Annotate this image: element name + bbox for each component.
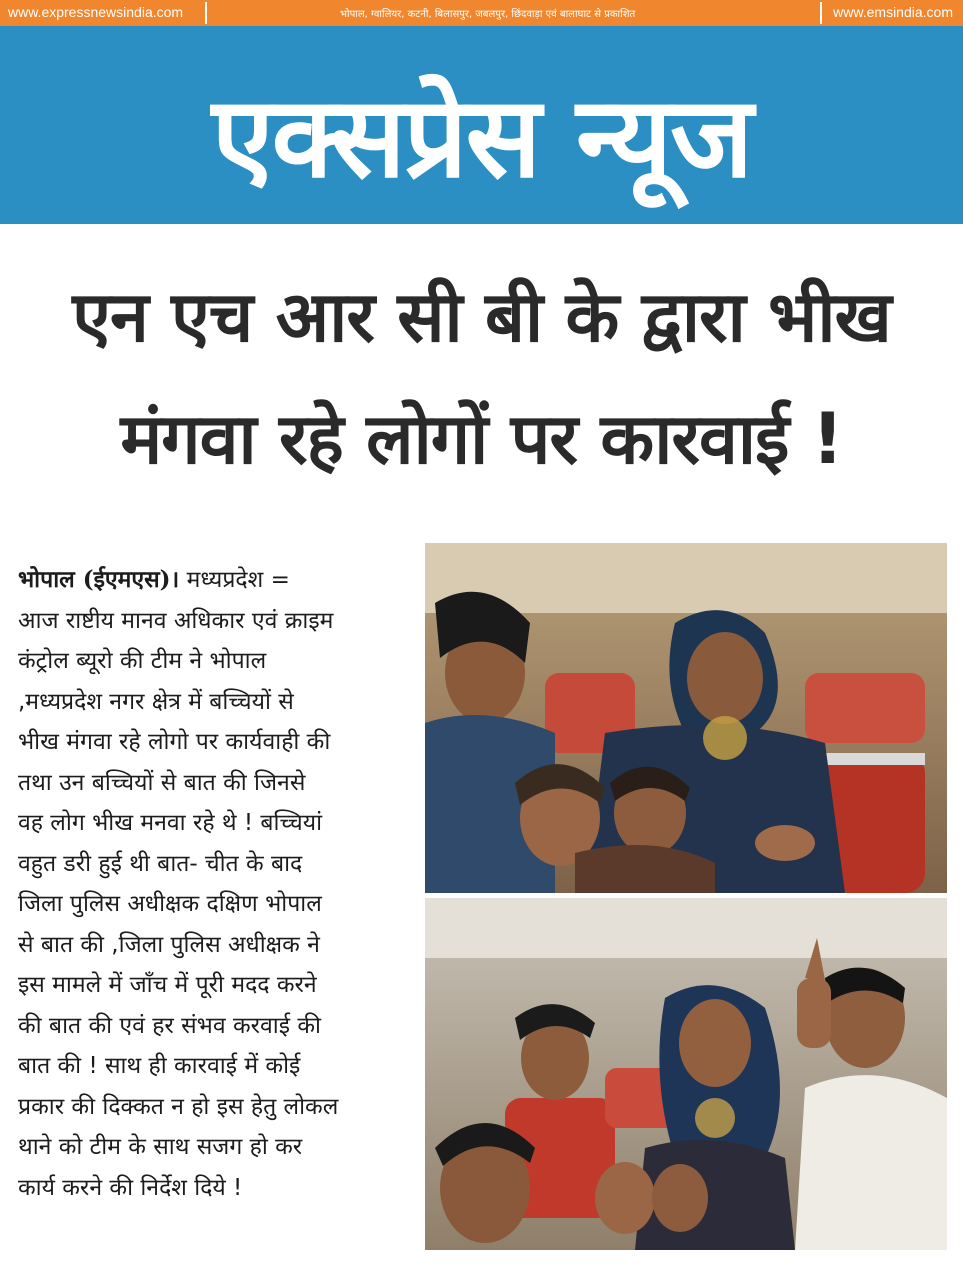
masthead [0, 26, 963, 224]
article-line: आज राष्टीय मानव अधिकार एवं क्राइम [18, 607, 334, 634]
article-line: प्रकार की दिक्कत न हो इस हेतु लोकल [18, 1093, 339, 1120]
article-line: कंट्रोल ब्यूरो की टीम ने भोपाल [18, 648, 267, 674]
article-line: बात की ! साथ ही कारवाई में कोई [18, 1053, 301, 1079]
article-line [18, 560, 402, 601]
dateline: भोपाल (ईएमएस)। [18, 566, 180, 593]
article-line: वहुत डरी हुई थी बात- चीत के बाद [18, 850, 303, 877]
website-url-right[interactable]: www.emsindia.com [833, 4, 953, 20]
news-photo-2 [425, 898, 947, 1250]
top-bar [0, 0, 963, 26]
article-line: वह लोग भीख मनवा रहे थे ! बच्चियां [18, 810, 323, 836]
photo-bus-officer-woman-icon [425, 898, 947, 1250]
article-body [18, 560, 402, 1208]
article-line-text: मध्यप्रदेश = [179, 567, 290, 593]
article-line: इस मामले में जाँच में पूरी मदद करने [18, 972, 317, 998]
article-line: कार्य करने की निर्देश दिये ! [18, 1174, 243, 1201]
topbar-divider [205, 2, 207, 24]
article-line: तथा उन बच्चियों से बात की जिनसे [18, 769, 306, 796]
headline-line-2: मंगवा रहे लोगों पर कारवाई ! [120, 398, 843, 480]
article-line: थाने को टीम के साथ सजग हो कर [18, 1134, 303, 1160]
topbar-divider [820, 2, 822, 24]
article-line: से बात की ,जिला पुलिस अधीक्षक ने [18, 931, 320, 958]
article-line: भीख मंगवा रहे लोगो पर कार्यवाही की [18, 729, 331, 755]
newspaper-title: एक्सप्रेस न्यूज [211, 73, 752, 203]
website-url-left[interactable]: www.expressnewsindia.com [8, 4, 184, 20]
article-line: ,मध्यप्रदेश नगर क्षेत्र में बच्चियों से [18, 688, 294, 715]
article-line: जिला पुलिस अधीक्षक दक्षिण भोपाल [18, 891, 322, 917]
photo-bus-women-children-icon [425, 543, 947, 893]
headline-line-1: एन एच आर सी बी के द्वारा भीख [72, 276, 891, 358]
article-line: की बात की एवं हर संभव करवाई की [18, 1012, 321, 1039]
news-photo-1 [425, 543, 947, 893]
publication-cities: भोपाल, ग्वालियर, कटनी, बिलासपुर, जबलपुर, छिंदवाड़ा एवं बालाघाट से प्रकाशित [340, 9, 636, 20]
